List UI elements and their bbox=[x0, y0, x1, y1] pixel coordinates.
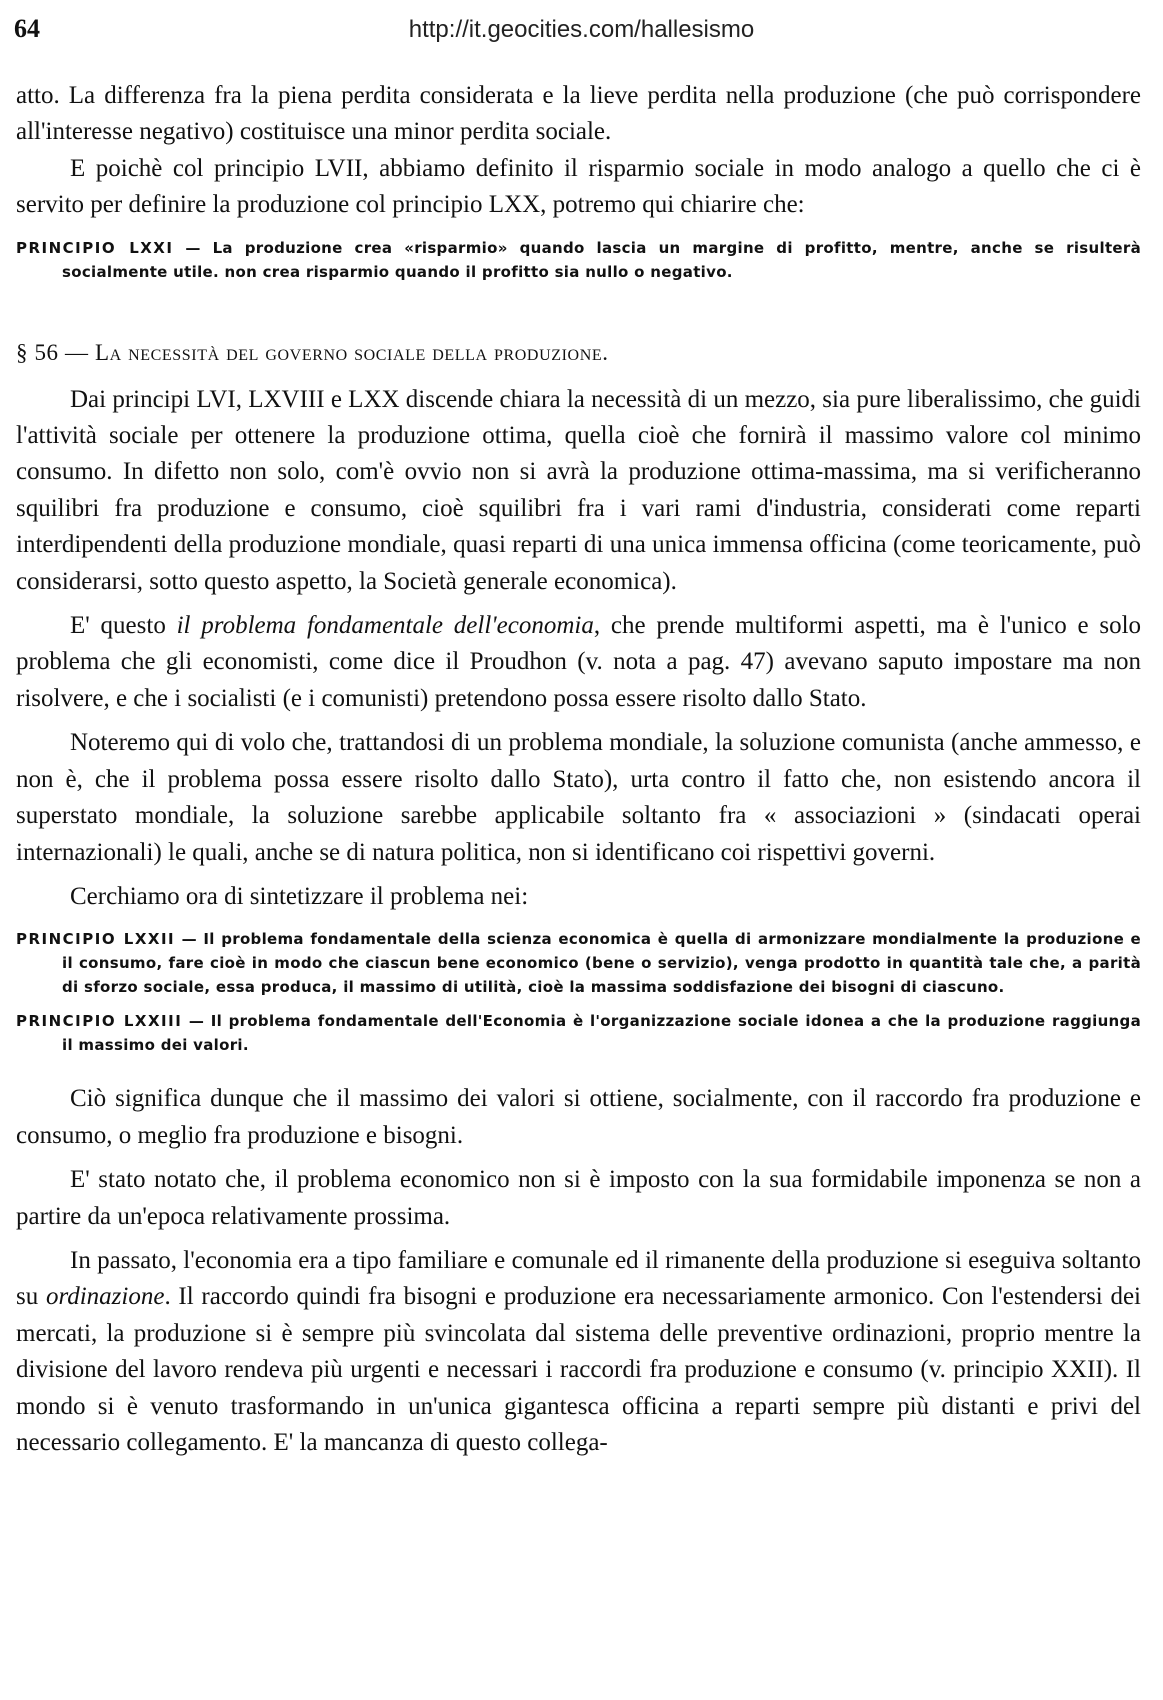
page-number: 64 bbox=[14, 14, 40, 43]
section-heading bbox=[16, 338, 1141, 368]
text-run: . Il raccordo quindi fra bisogni e produzione era necessariamente armonico. Con l'estendersi dei mercati, la produzione si è sempre più svincolata dal sistema delle preventive ordinazioni, proprio mentre la divisione del lavoro rendeva più urgenti e necessari i raccordi fra produzione e consumo (v. principio XXII). Il mondo si è venuto trasformando in un'unica gigantesca officina a reparti sempre più distanti e privi del necessario collegamento. E' la mancanza di questo collega- bbox=[16, 1283, 1141, 1456]
section-title: La necessità del governo sociale della produzione. bbox=[94, 339, 609, 365]
principle-id: PRINCIPIO LXXIII bbox=[16, 1012, 183, 1031]
page-url: http://it.geocities.com/hallesismo bbox=[408, 16, 755, 43]
paragraph-8: E' stato notato che, il problema economico non si è imposto con la sua formidabile imponenza se non a partire da un'epoca relativamente prossima. bbox=[16, 1166, 1141, 1230]
principle-id: PRINCIPIO LXXII bbox=[16, 930, 176, 949]
principle-id: PRINCIPIO LXXI bbox=[16, 238, 174, 257]
paragraph-1: atto. La differenza fra la piena perdita considerata e la lieve perdita nella produzione (che può corrispondere all'interesse negativo) costituisce una minor perdita sociale. bbox=[16, 82, 1141, 146]
paragraph-5: Noteremo qui di volo che, trattandosi di un problema mondiale, la soluzione comunista (anche ammesso, e non è, che il problema possa essere risolto dallo Stato), urta contro il fatto che, non esistendo ancora il superstato mondiale, la soluzione sarebbe applicabile soltanto fra « associazioni » (sindacati operai internazionali) le quali, anche se di natura politica, non si identificano coi rispettivi governi. bbox=[16, 729, 1141, 866]
principle-lxxiii bbox=[16, 1009, 1141, 1057]
text-run: , che prende multiformi aspetti, ma è l'unico e solo problema che gli economisti, come dice il Proudhon (v. nota a pag. 47) avevano saputo impostare ma non risolvere, e che i socialisti (e i comunisti) pretendono possa essere risolto dallo Stato. bbox=[16, 612, 1142, 712]
principle-text: — Il problema fondamentale della scienza economica è quella di armonizzare mondialmente la produzione e il consumo, fare cioè in modo che ciascun bene economico (bene o servizio), venga prodotto in quantità tale che, a parità di sforzo sociale, essa produca, il massimo di utilità, cioè la massima soddisfazione dei bisogni di ciascuno. bbox=[62, 930, 1141, 997]
principle-lxxii bbox=[16, 927, 1141, 999]
section-number: § 56 — bbox=[16, 339, 89, 365]
paragraph-7: Ciò significa dunque che il massimo dei valori si ottiene, socialmente, con il raccordo fra produzione e consumo, o meglio fra produzione e bisogni. bbox=[16, 1085, 1141, 1149]
principle-lxxi bbox=[16, 236, 1141, 284]
paragraph-6: Cerchiamo ora di sintetizzare il problema nei: bbox=[70, 882, 529, 910]
principle-text: — La produzione crea «risparmio» quando lascia un margine di profitto, mentre, anche se risulterà socialmente utile. non crea risparmio quando il profitto sia nullo o negativo. bbox=[62, 238, 1142, 281]
emphasis: ordinazione bbox=[45, 1283, 165, 1311]
paragraph-2: E poichè col principio LVII, abbiamo definito il risparmio sociale in modo analogo a quello che ci è servito per definire la produzione col principio LXX, potremo qui chiarire che: bbox=[16, 154, 1141, 219]
text-run: In passato, l'economia era a tipo familiare e comunale ed il rimanente della produzione si eseguiva soltanto su bbox=[16, 1246, 1141, 1311]
page-body bbox=[16, 78, 1141, 1461]
text-run: E' questo bbox=[70, 612, 177, 640]
paragraph-9 bbox=[16, 1243, 1141, 1461]
emphasis: il problema fondamentale dell'economia bbox=[176, 612, 594, 640]
paragraph-4 bbox=[16, 608, 1141, 717]
paragraph-3: Dai principi LVI, LXVIII e LXX discende chiara la necessità di un mezzo, sia pure liberalissimo, che guidi l'attività sociale per ottenere la produzione ottima, quella cioè che fornirà il massimo valore col minimo consumo. In difetto non solo, com'è ovvio non si avrà la produzione ottima-massima, ma si verificheranno squilibri fra produzione e consumo, cioè squilibri fra i vari rami d'industria, considerati come reparti interdipendenti della produzione mondiale, quasi reparti di una unica immensa officina (come teoricamente, può considerarsi, sotto questo aspetto, la Società generale economica). bbox=[16, 385, 1141, 595]
principle-text: — Il problema fondamentale dell'Economia è l'organizzazione sociale idonea a che la produzione raggiunga il massimo dei valori. bbox=[62, 1012, 1141, 1055]
